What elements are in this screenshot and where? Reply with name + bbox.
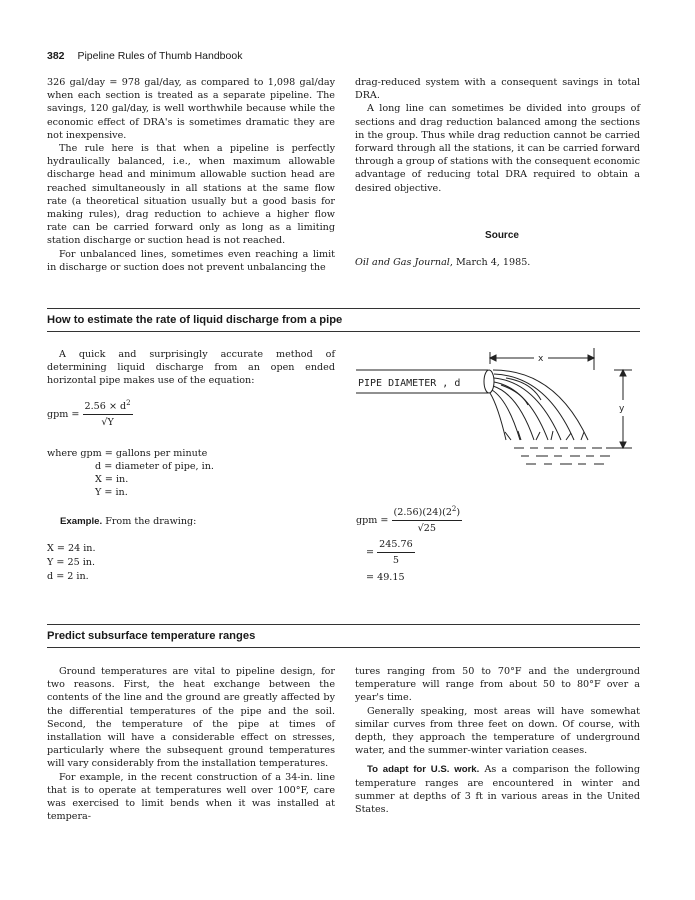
source-journal: Oil and Gas Journal (355, 257, 450, 268)
subhead-label: To adapt for U.S. work. (367, 764, 480, 776)
paragraph: The rule here is that when a pipeline is perfectly hydraulically balanced, i.e., when maximum allowable discharge head and minimum allowable suction head are reached simultaneously in all stations at the same flow rate (a theoretical situation usually but a good basis for making rules), drag reduction to achieve a higher flow rate can be carried forward only as long as a limiting station discharge or suction head is not reached. (47, 143, 335, 247)
section-rule (47, 331, 640, 332)
formula-exponent: 2 (126, 398, 131, 407)
calc-numerator-end: ) (456, 507, 461, 518)
calc-step-1 (356, 506, 462, 535)
calc-exponent: 2 (451, 504, 457, 513)
formula-numerator: 2.56 × d (84, 401, 127, 412)
stream-line (493, 386, 534, 440)
paragraph: drag-reduced system with a consequent savings in total DRA. (355, 77, 640, 102)
given-line: d = 2 in. (47, 571, 89, 582)
where-line: X = in. (95, 474, 129, 485)
calc-numerator: (2.56)(24)(2 (393, 507, 452, 518)
calc2-lhs: = (366, 547, 375, 558)
paragraph: Ground temperatures are vital to pipeline design, for two reasons. First, the heat exchange between the contents of the line and the ground are greatly affected by the differential temperatures of the pipe and the soil. Second, the temperature of the pipe at times of installation will have a considerable effect on stresses, particularly where the subsequent ground temperatures will vary considerably from the installation temperatures. (47, 666, 335, 770)
book-title: Pipeline Rules of Thumb Handbook (77, 50, 243, 62)
x-arrow-right (588, 355, 594, 361)
calc-step-2 (366, 538, 415, 567)
calc-step-3: = 49.15 (366, 572, 405, 583)
source-date: , March 4, 1985. (449, 257, 531, 268)
paragraph: 326 gal/day = 978 gal/day, as compared to 1,098 gal/day when each section is treated as a separate pipeline. The savings, 120 gal/day, is well worthwhile because while the economic effect of DRA's is sometimes dramatic they are not inexpensive. (47, 77, 335, 141)
formula-denominator: √Y (101, 417, 114, 428)
section-rule (47, 647, 640, 648)
calc-lhs: gpm = (356, 515, 389, 526)
y-arrow-bottom (620, 442, 626, 448)
calc-denominator: √25 (417, 523, 436, 534)
formula-lhs: gpm = (47, 409, 80, 420)
paragraph: A long line can sometimes be divided into groups of sections and drag reduction balanced among the sections in the group. Thus while drag reduction cannot be carried forward through all the stations, it can be carried forward through a group of stations with the consequent economic advantage of reducing total DRA required to obtain a desired objective. (355, 103, 640, 194)
paragraph: For unbalanced lines, sometimes even reaching a limit in discharge or suction does not prevent unbalancing the (47, 248, 335, 273)
paragraph: For example, in the recent construction of a 34-in. line that is to operate at temperatures well over 100°F, care was exercised to limit bends when it was installed at tempera- (47, 771, 335, 823)
where-line: d = diameter of pipe, in. (95, 461, 214, 472)
example-label: Example. (60, 516, 103, 527)
section1-intro (47, 348, 335, 388)
section2-right-column (355, 665, 640, 816)
pipe-diameter-label: PIPE DIAMETER , d (358, 378, 461, 389)
section-rule (47, 624, 640, 625)
formula-fraction (83, 400, 133, 429)
section2-left-column (47, 665, 335, 823)
paragraph: Generally speaking, most areas will have somewhat similar curves from three feet on down. Of course, with depth, they approach the temperature of underground water, and the summer-winter variation ceases. (355, 705, 640, 757)
x-label: x (538, 354, 544, 364)
page-header (47, 50, 242, 62)
source-heading: Source (485, 230, 519, 241)
section-title: How to estimate the rate of liquid discharge from a pipe (47, 314, 343, 326)
given-line: Y = 25 in. (47, 557, 96, 568)
calc2-denominator: 5 (392, 555, 399, 566)
subhead-text: As a comparison the following temperature ranges are encountered in winter and summer at depths of 3 ft in various areas in the United States. (355, 764, 640, 816)
top-right-column (355, 76, 640, 195)
paragraph: tures ranging from 50 to 70°F and the underground temperature will range from about 50 to 80°F over a year's time. (355, 666, 640, 704)
stream-line (490, 393, 506, 440)
where-line: where gpm = gallons per minute (47, 448, 208, 459)
stream-line (494, 374, 574, 440)
stream-line (492, 390, 520, 440)
example-line (60, 515, 196, 528)
where-line: Y = in. (95, 487, 128, 498)
formula (47, 400, 133, 429)
pipe-opening (484, 370, 494, 393)
page-number: 382 (47, 50, 65, 62)
source-citation (355, 257, 530, 268)
calc2-fraction (377, 538, 415, 567)
top-left-column (47, 76, 335, 274)
x-arrow-left (490, 355, 496, 361)
calc-fraction (392, 506, 463, 535)
y-label: y (619, 404, 625, 414)
calc2-numerator: 245.76 (377, 538, 415, 553)
paragraph: A quick and surprisingly accurate method of determining liquid discharge from an open ended horizontal pipe makes use of the equation: (47, 349, 335, 387)
y-arrow-top (620, 370, 626, 376)
given-line: X = 24 in. (47, 543, 96, 554)
section-rule (47, 308, 640, 309)
paragraph (355, 763, 640, 816)
section-title: Predict subsurface temperature ranges (47, 630, 256, 642)
pipe-discharge-diagram (356, 340, 646, 480)
example-text: From the drawing: (102, 516, 197, 527)
